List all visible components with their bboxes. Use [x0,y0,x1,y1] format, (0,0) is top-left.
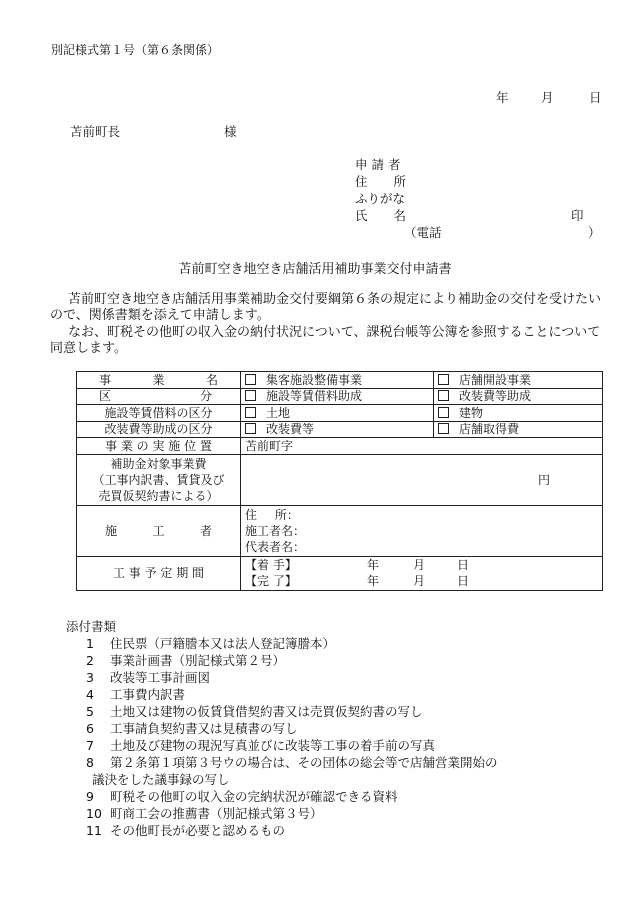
table-row [77,372,603,389]
option-label: 土地 [266,405,291,420]
attachment-number: 5 [86,704,94,719]
attachment-item [86,651,285,669]
attachment-text: 工事費内訳書 [110,687,186,702]
attachments-heading: 添付書類 [66,619,117,634]
option-cell[interactable] [434,388,603,405]
option-cell[interactable] [241,421,434,438]
schedule-end-row [245,573,598,589]
option-label: 建物 [459,405,484,420]
option-label: 改装費等 [266,422,315,437]
attachment-text: 改装等工事計画図 [110,670,211,685]
seal-label: 印 [571,208,584,223]
option-label: 施設等賃借料助成 [266,389,363,404]
attachment-number: 8 [86,755,94,770]
checkbox[interactable] [438,407,449,418]
applicant-address-label: 住 所 [355,174,406,189]
option-label: 店舗取得費 [459,422,520,437]
applicant-header: 申 請 者 [355,157,401,172]
addressee-honorific: 様 [224,124,237,139]
row-label: 改装費等助成の区分 [77,421,241,438]
attachment-number: 11 [86,823,102,838]
table-row [77,556,603,590]
applicant-phone-close: ） [588,225,601,240]
checkbox[interactable] [438,374,449,385]
row-label: 事 業 の 実 施 位 置 [77,438,241,455]
attachment-item [86,753,498,771]
contractor-rep-label: 代表者名： [245,539,306,554]
table-row [77,505,603,556]
attachment-item [86,668,210,686]
addressee-name: 苫前町長 [70,124,121,139]
month-label: 月 [413,558,426,572]
body-paragraph-1: 苫前町空き地空き店舗活用事業補助金交付要綱第６条の規定により補助金の交付を受けたいので、関係書類を添えて申請します。 [50,292,602,323]
location-value[interactable]: 苫前町字 [241,438,603,455]
attachment-text: 土地及び建物の現況写真並びに改装等工事の着手前の写真 [110,738,436,753]
attachment-text: 町商工会の推薦書（別記様式第３号） [110,806,323,821]
attachment-item [86,821,285,839]
checkbox[interactable] [245,407,256,418]
row-label-line: 売買仮契約書による） [98,488,219,503]
contractor-cell[interactable] [241,505,603,556]
row-label: 施設等賃借料の区分 [77,405,241,422]
yen-unit: 円 [537,472,550,487]
applicant-name-label: 氏 名 [355,208,406,223]
option-label: 集客施設整備事業 [266,372,363,387]
table-row [77,421,603,438]
attachment-text: 工事請負契約書又は見積書の写し [110,721,298,736]
year-label: 年 [367,558,380,572]
attachment-number: 9 [86,789,94,804]
checkbox[interactable] [438,390,449,401]
contractor-address-label: 住 所： [245,507,299,522]
checkbox[interactable] [245,423,256,434]
attachment-number: 1 [86,636,94,651]
date-day-label: 日 [589,90,602,105]
row-label-line: 補助金対象事業費 [110,456,207,471]
attachment-item [92,770,230,788]
attachment-number: 7 [86,738,94,753]
row-label: 工 事 予 定 期 間 [77,556,241,590]
row-label-line: （工事内訳書、賃貸及び [92,472,225,487]
attachment-text: 第２条第１項第３号ウの場合は、その団体の総会等で店舗営業開始の [110,755,498,770]
attachment-item [86,702,423,720]
attachment-number: 2 [86,653,94,668]
attachment-text: 議決をした議事録の写し [92,772,230,787]
attachment-number: 6 [86,721,94,736]
attachment-text: 土地又は建物の仮賃貸借契約書又は売買仮契約書の写し [110,704,423,719]
attachment-text: 町税その他町の収入金の完納状況が確認できる資料 [110,789,398,804]
amount-cell[interactable] [241,454,603,505]
year-label: 年 [367,574,380,588]
table-row [77,454,603,505]
date-year-label: 年 [496,90,509,105]
day-label: 日 [457,574,470,588]
start-label: 【着 手】 [245,558,297,572]
application-table [76,371,603,591]
schedule-cell[interactable] [241,556,603,590]
option-cell[interactable] [434,372,603,389]
option-cell[interactable] [241,388,434,405]
attachment-item [86,685,185,703]
applicant-phone-label: （電話 [404,225,442,240]
form-number: 別記様式第１号（第６条関係） [51,43,220,57]
option-label: 店舗開設事業 [459,372,532,387]
option-cell[interactable] [241,405,434,422]
attachment-item [86,719,298,737]
schedule-start-row [245,557,598,573]
body-paragraph-2: なお、町税その他町の収入金の納付状況について、課税台帳等公簿を参照することについて同意します。 [50,325,601,356]
row-label [77,454,241,505]
table-row [77,438,603,455]
date-month-label: 月 [541,90,554,105]
attachment-number: 10 [86,806,102,821]
attachment-text: 事業計画書（別記様式第２号） [110,653,286,668]
option-cell[interactable] [241,372,434,389]
option-label: 改装費等助成 [459,389,532,404]
day-label: 日 [457,558,470,572]
end-label: 【完 了】 [245,574,297,588]
month-label: 月 [413,574,426,588]
checkbox[interactable] [245,374,256,385]
attachment-number: 3 [86,670,94,685]
table-row [77,405,603,422]
attachment-text: 住民票（戸籍謄本又は法人登記簿謄本） [110,636,336,651]
applicant-furigana-label: ふりがな [355,191,406,206]
attachment-item [86,736,435,754]
option-cell[interactable] [434,405,603,422]
row-label: 事 業 名 [77,372,241,389]
row-label: 区 分 [77,388,241,405]
attachment-number: 4 [86,687,94,702]
checkbox[interactable] [245,390,256,401]
document-title: 苫前町空き地空き店舗活用補助事業交付申請書 [178,262,452,277]
attachment-text: その他町長が必要と認めるもの [110,823,286,838]
contractor-name-label: 施工者名： [245,523,306,538]
attachment-item [86,787,398,805]
table-row [77,388,603,405]
row-label: 施 工 者 [77,505,241,556]
attachment-item [86,634,335,652]
checkbox[interactable] [438,423,449,434]
attachment-item [86,804,323,822]
option-cell[interactable] [434,421,603,438]
